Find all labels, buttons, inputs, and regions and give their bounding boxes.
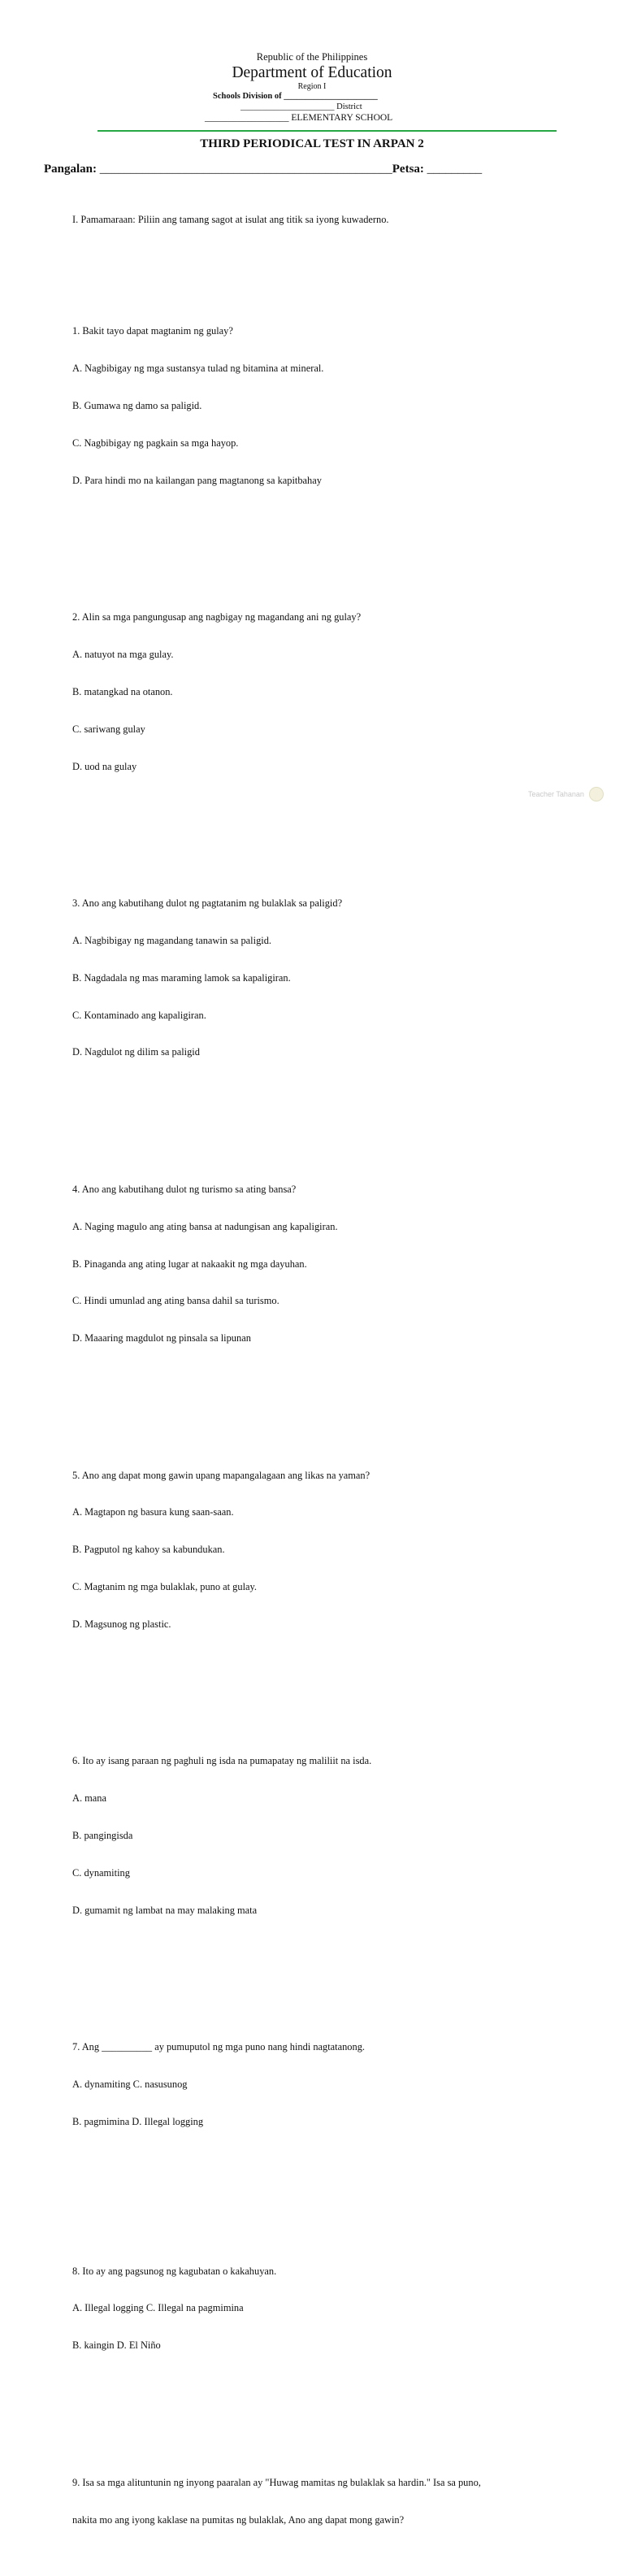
- question-text: 8. Ito ay ang pagsunog ng kagubatan o kakahuyan.: [72, 2265, 277, 2277]
- choice-b: B. matangkad na otanon.: [72, 685, 173, 697]
- choice-b-d: B. pagmimina D. Illegal logging: [72, 2116, 204, 2128]
- question-text: 2. Alin sa mga pangungusap ang nagbigay ng magandang ani ng gulay?: [72, 611, 362, 623]
- question-text: 4. Ano ang kabutihang dulot ng turismo sa ating bansa?: [72, 1183, 297, 1195]
- question-text: 9. Isa sa mga alituntunin ng inyong paaralan ay "Huwag mamitas ng bulaklak sa hardin." Isa sa puno,: [72, 2476, 481, 2488]
- choice-d: D. Nagdulot ng dilim sa paligid: [72, 1046, 200, 1058]
- name-blank: ________________________________________________: [99, 163, 392, 176]
- division-line: Schools Division of ______________________: [213, 92, 378, 101]
- choice-d: D. Magsunog ng plastic.: [72, 1618, 171, 1631]
- question-9: [72, 2452, 609, 2551]
- choice-b: B. Pinaganda ang ating lugar at nakaakit ng mga dayuhan.: [72, 1258, 307, 1270]
- choice-d: D. Maaaring magdulot ng pinsala sa lipunan: [72, 1332, 251, 1344]
- choice-b: B. Pagputol ng kahoy sa kabundukan.: [72, 1544, 225, 1556]
- choice-a-c: A. Illegal logging C. Illegal na pagmimina: [72, 2302, 244, 2314]
- choice-b: B. Nagdadala ng mas maraming lamok sa kapaligiran.: [72, 971, 291, 984]
- question-2: [72, 587, 609, 798]
- test-body: [72, 189, 609, 2576]
- choice-a: A. Nagbibigay ng mga sustansya tulad ng bitamina at mineral.: [72, 363, 324, 375]
- district-line: ______________________ District: [240, 102, 362, 111]
- question-5: [72, 1444, 609, 1656]
- question-7: [72, 2017, 609, 2153]
- question-text: 5. Ano ang dapat mong gawin upang mapangalagaan ang likas na yaman?: [72, 1469, 370, 1481]
- question-text: 6. Ito ay isang paraan ng paghuli ng isda na pumapatay ng maliliit na isda.: [72, 1755, 372, 1767]
- question-4: [72, 1158, 609, 1370]
- smiley-icon: [589, 787, 604, 801]
- choice-b-d: B. kaingin D. El Niño: [72, 2339, 161, 2352]
- question-8: [72, 2240, 609, 2377]
- choice-d: D. uod na gulay: [72, 760, 137, 772]
- instructions: I. Pamamaraan: Piliin ang tamang sagot at isulat ang titik sa iyong kuwaderno.: [72, 213, 389, 225]
- watermark: Teacher Tahanan: [528, 790, 584, 798]
- region-heading: Region I: [297, 82, 327, 91]
- test-title: THIRD PERIODICAL TEST IN ARPAN 2: [200, 137, 424, 150]
- green-divider: [98, 130, 557, 132]
- choice-d: D. Para hindi mo na kailangan pang magtanong sa kapitbahay: [72, 474, 322, 486]
- choice-c: C. Magtanim ng mga bulaklak, puno at gulay.: [72, 1581, 258, 1593]
- choice-a: A. natuyot na mga gulay.: [72, 648, 174, 660]
- choice-a: A. Magtapon ng basura kung saan-saan.: [72, 1506, 234, 1518]
- choice-a-c: A. dynamiting C. nasusunog: [72, 2079, 188, 2091]
- question-text: 7. Ang __________ ay pumuputol ng mga puno nang hindi nagtatanong.: [72, 2041, 365, 2053]
- choice-b: B. pangingisda: [72, 1830, 133, 1842]
- republic-heading: Republic of the Philippines: [256, 51, 368, 63]
- choice-b: B. Gumawa ng damo sa paligid.: [72, 400, 202, 412]
- department-heading: Department of Education: [232, 64, 392, 81]
- choice-c: C. sariwang gulay: [72, 723, 145, 735]
- question-text: 3. Ano ang kabutihang dulot ng pagtatanim ng bulaklak sa paligid?: [72, 897, 343, 909]
- question-text: 1. Bakit tayo dapat magtanim ng gulay?: [72, 325, 233, 337]
- choice-a: A. Nagbibigay ng magandang tanawin sa paligid.: [72, 934, 271, 946]
- choice-a: A. Naging magulo ang ating bansa at nadungisan ang kapaligiran.: [72, 1220, 338, 1232]
- choice-a: A. mana: [72, 1792, 106, 1805]
- date-blank: _________: [427, 163, 483, 176]
- name-date-line: [44, 163, 482, 176]
- choice-d: D. gumamit ng lambat na may malaking mata: [72, 1904, 258, 1916]
- question-3: [72, 872, 609, 1084]
- name-label: Pangalan:: [44, 163, 98, 176]
- school-line: __________________ ELEMENTARY SCHOOL: [205, 113, 393, 123]
- question-text-continued: nakita mo ang iyong kaklase na pumitas ng bulaklak, Ano ang dapat mong gawin?: [72, 2513, 405, 2526]
- question-1: [72, 301, 609, 512]
- choice-c: C. Hindi umunlad ang ating bansa dahil sa turismo.: [72, 1295, 280, 1307]
- choice-c: C. Nagbibigay ng pagkain sa mga hayop.: [72, 437, 239, 449]
- choice-c: C. Kontaminado ang kapaligiran.: [72, 1009, 206, 1021]
- choice-c: C. dynamiting: [72, 1867, 130, 1879]
- date-label: Petsa:: [392, 163, 424, 176]
- question-6: [72, 1731, 609, 1942]
